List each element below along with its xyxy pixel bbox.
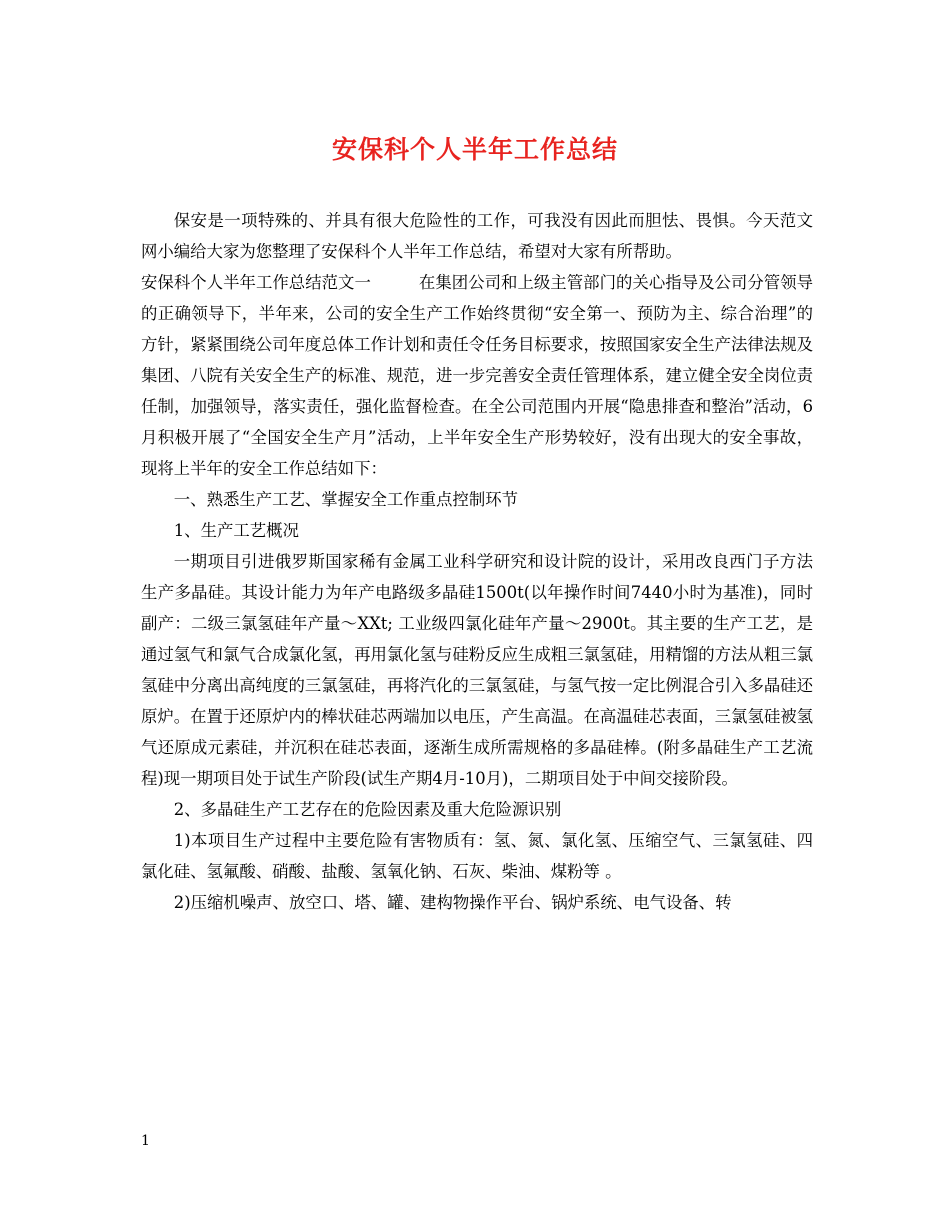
process-overview-paragraph: 一期项目引进俄罗斯国家稀有金属工业科学研究和设计院的设计，采用改良西门子方法生产多晶硅。其设计能力为年产电路级多晶硅1500t(以年操作时间7440小时为基准)，同时副产：二级三氯氢硅年产量～XXt; 工业级四氯化硅年产量～2900t。其主要的生产工艺，是通过氢气和氯气合成氯化氢，再用氯化氢与硅粉反应生成粗三氯氢硅，用精馏的方法从粗三氯氢硅中分离出高纯度的三氯氢硅，再将汽化的三氯氢硅，与氢气按一定比例混合引入多晶硅还原炉。在置于还原炉内的棒状硅芯两端加以电压，产生高温。在高温硅芯表面，三氯氢硅被氢气还原成元素硅，并沉积在硅芯表面，逐渐生成所需规格的多晶硅棒。(附多晶硅生产工艺流程)现一期项目处于试生产阶段(试生产期4月-10月)，二期项目处于中间交接阶段。 <box>141 552 814 788</box>
sample-first-text: 在集团公司和上级主管部门的关心指导及公司分管领导的正确领导下，半年来，公司的安全生产工作始终贯彻“安全第一、预防为主、综合治理”的方针，紧紧围绕公司年度总体工作计划和责任令任务目标要求，按照国家安全生产法律法规及集团、八院有关安全生产的标准、规范，进一步完善安全责任管理体系，建立健全安全岗位责任制，加强领导，落实责任，强化监督检查。在全公司范围内开展“隐患排查和整治”活动，6月积极开展了“全国安全生产月”活动，上半年安全生产形势较好，没有出现大的安全事故，现将上半年的安全工作总结如下： <box>141 273 814 478</box>
section-heading-1: 一、熟悉生产工艺、掌握安全工作重点控制环节 <box>173 490 518 509</box>
sample-paragraph <box>141 267 813 484</box>
document-title: 安保科个人半年工作总结 <box>331 135 618 164</box>
subsection-heading-1: 1、生产工艺概况 <box>173 521 299 540</box>
document-body <box>141 205 813 918</box>
hazard-item-2: 2)压缩机噪声、放空口、塔、罐、建构物操作平台、锅炉系统、电气设备、转 <box>173 893 732 912</box>
hazard-item-1: 1)本项目生产过程中主要危险有害物质有：氢、氮、氯化氢、压缩空气、三氯氢硅、四氯化硅、氢氟酸、硝酸、盐酸、氢氧化钠、石灰、柴油、煤粉等 。 <box>141 831 813 881</box>
intro-paragraph: 保安是一项特殊的、并具有很大危险性的工作，可我没有因此而胆怯、畏惧。今天范文网小编给大家为您整理了安保科个人半年工作总结，希望对大家有所帮助。 <box>141 211 813 261</box>
sample-label: 安保科个人半年工作总结范文一 <box>141 273 371 292</box>
page-number: 1 <box>141 1133 150 1149</box>
subsection-heading-2: 2、多晶硅生产工艺存在的危险因素及重大危险源识别 <box>173 800 562 819</box>
